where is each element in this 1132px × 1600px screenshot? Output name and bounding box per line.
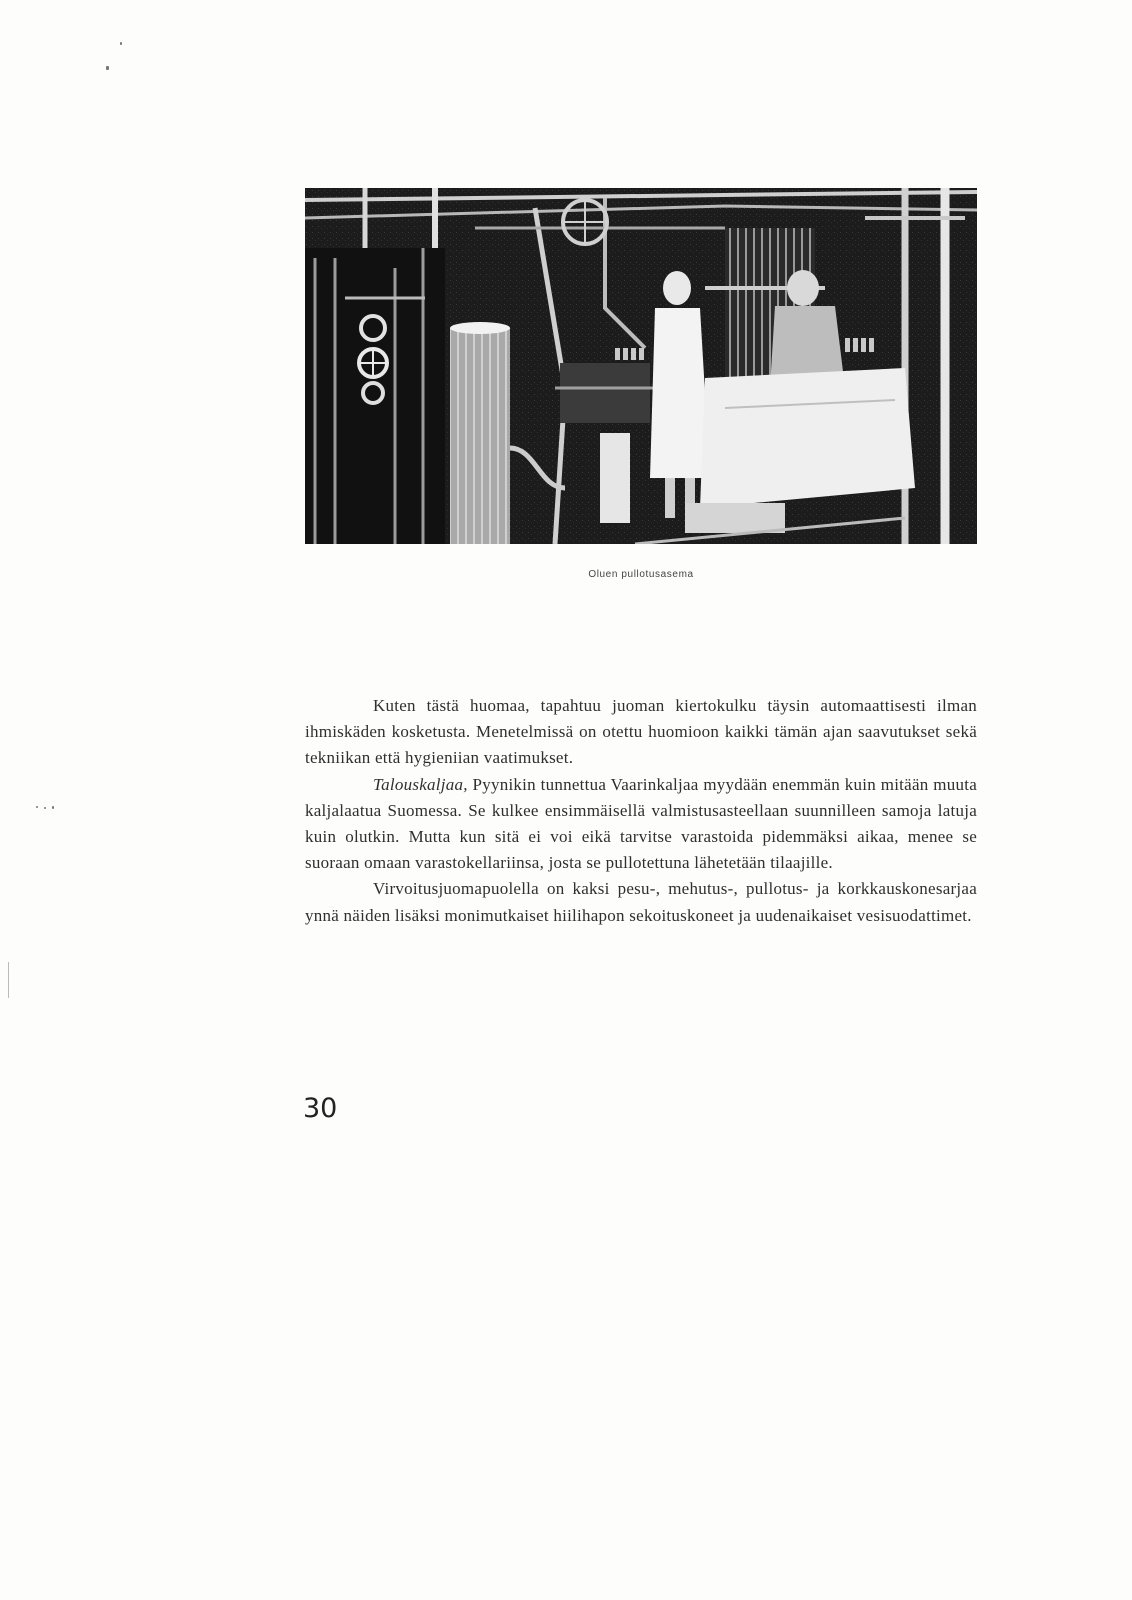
paragraph-2: [305, 772, 977, 877]
body-text: [305, 693, 977, 929]
paragraph-2-text: Pyynikin tunnettua Vaarinkaljaa myydään enemmän kuin mitään muuta kaljalaatua Suomessa. Se kulkee ensimmäisellä valmistusasteellaan suunnilleen samoja latuja kuin olutkin. Mutta kun sitä ei voi eikä tarvitse varastoida pidemmäksi aikaa, menee se suoraan omaan varastokellariinsa, josta se pullotettuna lähetetään tilaajille.: [305, 774, 977, 873]
page-number: 30: [303, 1093, 338, 1124]
paragraph-2-italic-term: Talouskaljaa,: [373, 774, 468, 794]
photo-caption: Oluen pullotusasema: [588, 569, 694, 580]
paragraph-1: Kuten tästä huomaa, tapahtuu juoman kiertokulku täysin automaattisesti ilman ihmiskäden kosketusta. Menetelmissä on otettu huomioon kaikki tämän ajan saavutukset sekä tekniikan että hygieniian vaatimukset.: [305, 696, 977, 768]
paragraph-3: Virvoitusjuomapuolella on kaksi pesu-, mehutus-, pullotus- ja korkkauskonesarjaa ynnä näiden lisäksi monimutkaiset hiilihapon sekoituskoneet ja uudenaikaiset vesisuodattimet.: [305, 879, 977, 925]
scan-edge-line: [8, 962, 9, 998]
photo-illustration: [305, 188, 977, 544]
bottling-plant-photo: [305, 188, 977, 544]
